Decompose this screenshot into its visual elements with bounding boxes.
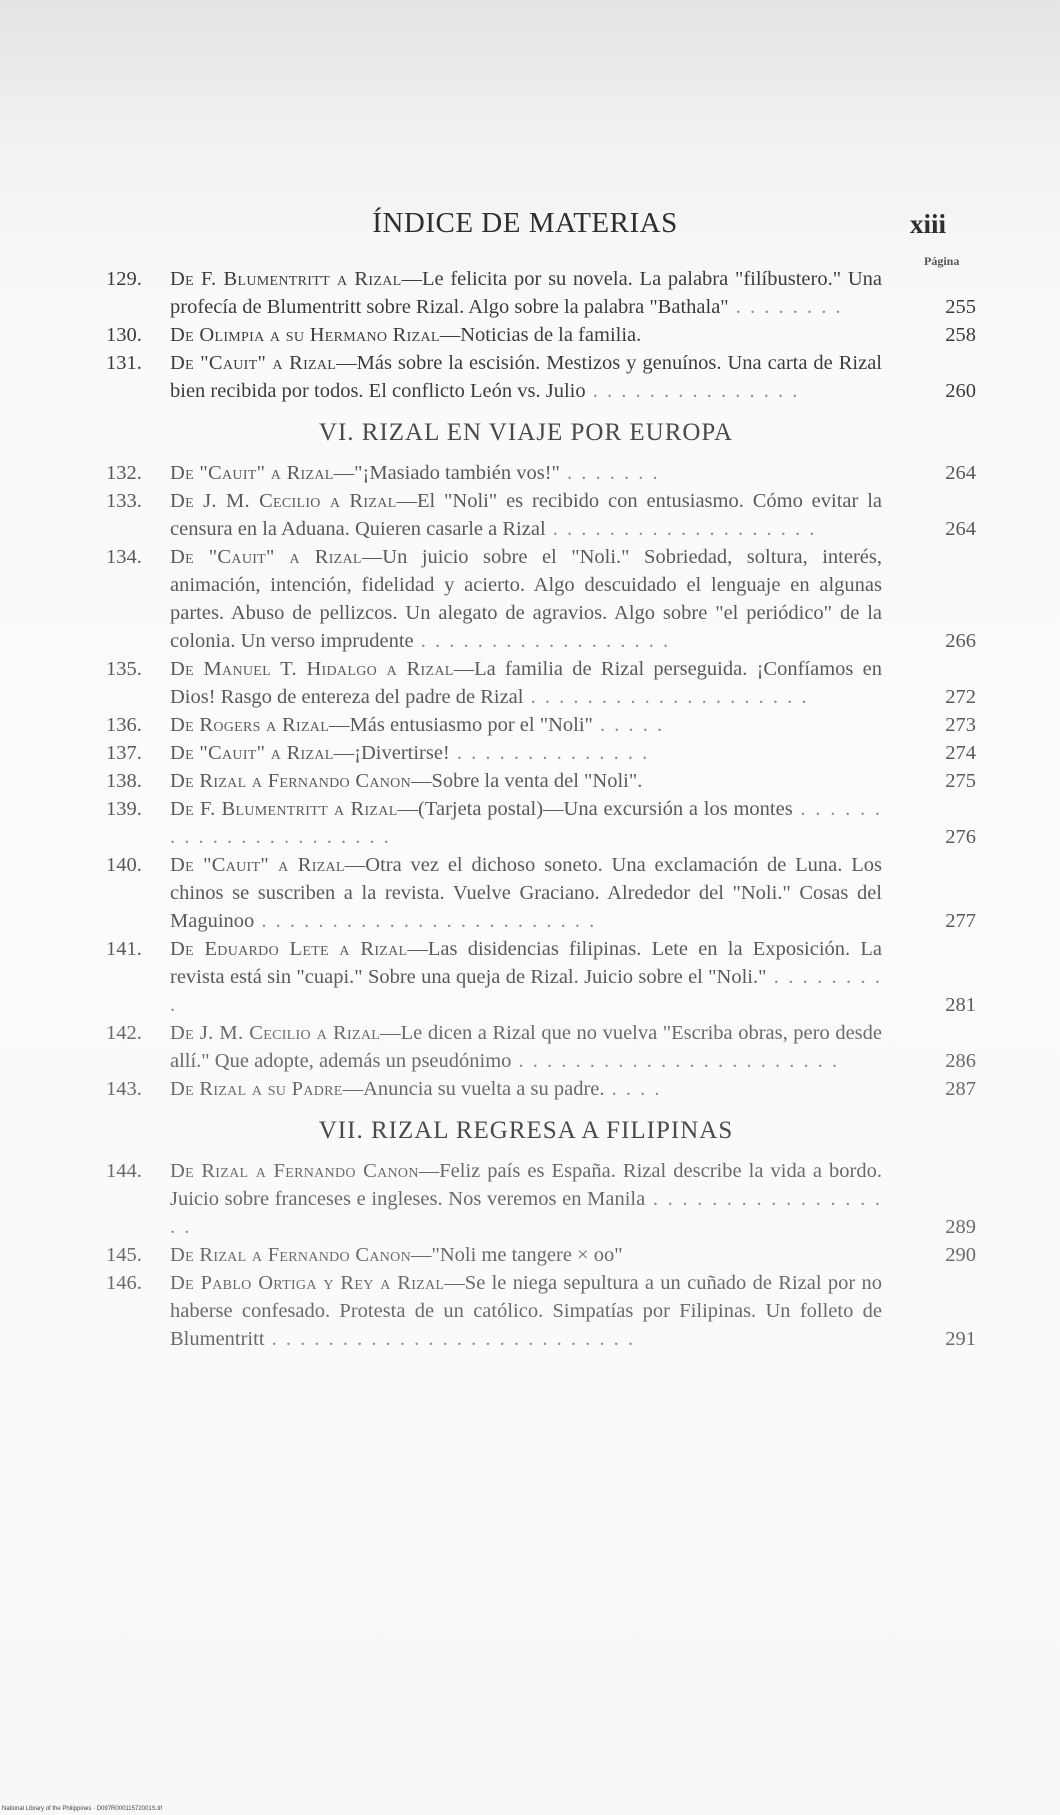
- entry-number: 141.: [106, 938, 142, 960]
- toc-entry-140: [106, 851, 976, 935]
- entry-sender: De J. M. Cecilio a Rizal: [170, 1022, 381, 1044]
- entry-body: De Pablo Ortiga y Rey a Rizal—Se le niega sepultura a un cuñado de Rizal por no haberse confesado. Protesta de un católico. Simpatías por Filipinas. Un folleto de Blumentritt . . . . . . . . . . . . . . . . . . . . . . . . . .: [170, 1272, 882, 1350]
- entry-number: 137.: [106, 742, 142, 764]
- entry-number: 138.: [106, 770, 142, 792]
- toc-entry-143: [106, 1075, 976, 1103]
- entry-summary: —La familia de Rizal perseguida. ¡Confíamos en Dios! Rasgo de entereza del padre de Rizal: [170, 658, 882, 708]
- entry-body: De F. Blumentritt a Rizal—(Tarjeta postal)—Una excursión a los montes . . . . . . . . . . . . . . . . . . . . . .: [170, 798, 882, 848]
- entry-summary: —Noticias de la familia.: [439, 324, 642, 346]
- toc-entry-133: [106, 487, 976, 543]
- toc-entry-141: [106, 935, 976, 1019]
- entry-sender: De Eduardo Lete a Rizal: [170, 938, 408, 960]
- entry-number: 130.: [106, 324, 142, 346]
- entry-sender: De Rizal a Fernando Canon: [170, 1244, 411, 1266]
- toc-entry-132: [106, 459, 976, 487]
- entry-number: 129.: [106, 268, 142, 290]
- entry-sender: De Pablo Ortiga y Rey a Rizal: [170, 1272, 445, 1294]
- toc-entry-144: [106, 1157, 976, 1241]
- entry-page: 289: [945, 1216, 976, 1238]
- page-folio: xiii: [910, 209, 947, 239]
- entry-number: 143.: [106, 1078, 142, 1100]
- entry-body: [170, 1241, 930, 1269]
- entry-sender: De F. Blumentritt a Rizal: [170, 798, 398, 820]
- entry-page: 277: [945, 910, 976, 932]
- entry-body: [170, 321, 930, 349]
- entry-sender: De "Cauit" a Rizal: [170, 742, 334, 764]
- entry-sender: De J. M. Cecilio a Rizal: [170, 490, 397, 512]
- entry-page: 266: [945, 630, 976, 652]
- entry-number: 144.: [106, 1160, 142, 1182]
- toc-entry-129: [106, 265, 976, 321]
- toc-entry-135: [106, 655, 976, 711]
- entry-summary: —Otra vez el dichoso soneto. Una exclamación de Luna. Los chinos se suscriben a la revista. Vuelve Graciano. Alrededor del "Noli." Cosas del Maguinoo: [170, 854, 882, 932]
- toc-entry-142: [106, 1019, 976, 1075]
- entry-page: 291: [945, 1328, 976, 1350]
- entry-summary: —"Noli me tangere × oo": [410, 1244, 623, 1266]
- entry-sender: De "Cauit" a Rizal: [170, 546, 362, 568]
- entry-sender: De Rizal a su Padre: [170, 1078, 343, 1100]
- entry-summary: —(Tarjeta postal)—Una excursión a los montes: [397, 798, 793, 820]
- entry-summary: —Se le niega sepultura a un cuñado de Rizal por no haberse confesado. Protesta de un católico. Simpatías por Filipinas. Un folleto de Blumentritt: [170, 1272, 882, 1350]
- entry-summary: —Un juicio sobre el "Noli." Sobriedad, soltura, interés, animación, intención, fidelidad y acierto. Algo descuidado el lenguaje en algunas partes. Abuso de pellizcos. Un alegato de agravios. Algo sobre "el periódico" de la colonia. Un verso imprudente: [170, 546, 882, 652]
- entry-page: 272: [945, 686, 976, 708]
- entry-summary: —¡Divertirse!: [333, 742, 450, 764]
- toc-entry-136: [106, 711, 976, 739]
- toc-entry-134: [106, 543, 976, 655]
- entry-number: 142.: [106, 1022, 142, 1044]
- entry-body: De Rogers a Rizal—Más entusiasmo por el "Noli" . . . . .: [170, 714, 665, 736]
- entry-sender: De F. Blumentritt a Rizal: [170, 268, 402, 290]
- toc-entry-146: [106, 1269, 976, 1353]
- page-title: ÍNDICE DE MATERIAS: [372, 207, 678, 239]
- entry-number: 146.: [106, 1272, 142, 1294]
- entry-number: 135.: [106, 658, 142, 680]
- toc-entry-130: [106, 321, 976, 349]
- entry-page: 290: [945, 1244, 976, 1266]
- toc-entry-137: [106, 739, 976, 767]
- entry-number: 139.: [106, 798, 142, 820]
- toc-entry-131: [106, 349, 976, 405]
- entry-summary: —Las disidencias filipinas. Lete en la Exposición. La revista está sin "cuapi." Sobre una queja de Rizal. Juicio sobre el "Noli.": [170, 938, 883, 988]
- running-header: [0, 207, 1060, 243]
- entry-body: De Eduardo Lete a Rizal—Las disidencias filipinas. Lete en la Exposición. La revista está sin "cuapi." Sobre una queja de Rizal. Juicio sobre el "Noli." . . . . . . . . .: [170, 938, 883, 1016]
- entry-sender: De Manuel T. Hidalgo a Rizal: [170, 658, 454, 680]
- entry-summary: —Le felicita por su novela. La palabra "filíbustero." Una profecía de Blumentritt sobre Rizal. Algo sobre la palabra "Bathala": [170, 268, 882, 318]
- entry-sender: De "Cauit" a Rizal: [170, 854, 345, 876]
- entry-page: 286: [945, 1050, 976, 1072]
- entry-sender: De Olimpia a su Hermano Rizal: [170, 324, 440, 346]
- entry-body: De J. M. Cecilio a Rizal—Le dicen a Rizal que no vuelva "Escriba obras, pero desde allí." Que adopte, además un pseudónimo . . . . . . . . . . . . . . . . . . . . . . .: [170, 1022, 882, 1072]
- entry-summary: —Feliz país es España. Rizal describe la vida a bordo. Juicio sobre franceses e ingleses. Nos veremos en Manila: [170, 1160, 882, 1210]
- toc-entry-138: [106, 767, 976, 795]
- entry-body: De "Cauit" a Rizal—Un juicio sobre el "Noli." Sobriedad, soltura, interés, animación, intención, fidelidad y acierto. Algo descuidado el lenguaje en algunas partes. Abuso de pellizcos. Un alegato de agravios. Algo sobre "el periódico" de la colonia. Un verso imprudente . . . . . . . . . . . . . . . . . .: [170, 546, 882, 652]
- entry-summary: —El "Noli" es recibido con entusiasmo. Cómo evitar la censura en la Aduana. Quieren casarle a Rizal: [170, 490, 882, 540]
- entry-sender: De "Cauit" a Rizal: [170, 462, 334, 484]
- entry-summary: —Más entusiasmo por el "Noli": [329, 714, 593, 736]
- entry-page: 274: [945, 742, 976, 764]
- entry-page: 281: [945, 994, 976, 1016]
- entry-number: 132.: [106, 462, 142, 484]
- entry-page: 264: [945, 518, 976, 540]
- entry-body: De "Cauit" a Rizal—Más sobre la escisión. Mestizos y genuínos. Una carta de Rizal bien recibida por todos. El conflicto León vs. Julio . . . . . . . . . . . . . . .: [170, 352, 882, 402]
- entry-page: 275: [945, 770, 976, 792]
- entry-summary: —Sobre la venta del "Noli".: [410, 770, 643, 792]
- section-heading-vii: VII. RIZAL REGRESA A FILIPINAS: [318, 1117, 734, 1144]
- entry-number: 134.: [106, 546, 142, 568]
- entry-body: De Rizal a Fernando Canon—Feliz país es España. Rizal describe la vida a bordo. Juicio sobre franceses e ingleses. Nos veremos en Manila . . . . . . . . . . . . . . . . . .: [170, 1160, 883, 1238]
- entry-page: 255: [945, 296, 976, 318]
- entry-sender: De "Cauit" a Rizal: [170, 352, 337, 374]
- entry-summary: —Le dicen a Rizal que no vuelva "Escriba obras, pero desde allí." Que adopte, además un pseudónimo: [170, 1022, 882, 1072]
- entry-sender: De Rogers a Rizal: [170, 714, 330, 736]
- entry-number: 133.: [106, 490, 142, 512]
- entry-number: 136.: [106, 714, 142, 736]
- entry-body: De "Cauit" a Rizal—¡Divertirse! . . . . . . . . . . . . . .: [170, 742, 650, 764]
- entry-body: De "Cauit" a Rizal—"¡Masiado también vos!" . . . . . . .: [170, 462, 660, 484]
- entry-sender: De Rizal a Fernando Canon: [170, 1160, 419, 1182]
- entry-body: De F. Blumentritt a Rizal—Le felicita por su novela. La palabra "filíbustero." Una profecía de Blumentritt sobre Rizal. Algo sobre la palabra "Bathala" . . . . . . . .: [170, 268, 882, 318]
- entry-body: De Rizal a su Padre—Anuncia su vuelta a su padre. . . . .: [170, 1078, 662, 1100]
- entry-page: 258: [945, 324, 976, 346]
- entry-body: De "Cauit" a Rizal—Otra vez el dichoso soneto. Una exclamación de Luna. Los chinos se suscriben a la revista. Vuelve Graciano. Alrededor del "Noli." Cosas del Maguinoo . . . . . . . . . . . . . . . . . . . . . . . .: [170, 854, 882, 932]
- entry-number: 145.: [106, 1244, 142, 1266]
- entry-number: 140.: [106, 854, 142, 876]
- page-column-label: Página: [924, 254, 960, 268]
- entry-summary: —"¡Masiado también vos!": [333, 462, 560, 484]
- entry-body: De J. M. Cecilio a Rizal—El "Noli" es recibido con entusiasmo. Cómo evitar la censura en la Aduana. Quieren casarle a Rizal . . . . . . . . . . . . . . . . . . .: [170, 490, 882, 540]
- entry-page: 287: [945, 1078, 976, 1100]
- toc-entry-139: [106, 795, 976, 851]
- entry-sender: De Rizal a Fernando Canon: [170, 770, 411, 792]
- section-heading-vi: VI. RIZAL EN VIAJE POR EUROPA: [318, 419, 734, 446]
- table-of-contents: [106, 265, 976, 1353]
- entry-summary: —Anuncia su vuelta a su padre.: [342, 1078, 605, 1100]
- entry-page: 264: [945, 462, 976, 484]
- entry-page: 273: [945, 714, 976, 736]
- entry-body: De Manuel T. Hidalgo a Rizal—La familia de Rizal perseguida. ¡Confíamos en Dios! Rasgo de entereza del padre de Rizal . . . . . . . . . . . . . . . . . . . .: [170, 658, 882, 708]
- entry-page: 260: [945, 380, 976, 402]
- entry-summary: —Más sobre la escisión. Mestizos y genuínos. Una carta de Rizal bien recibida por todos. El conflicto León vs. Julio: [170, 352, 882, 402]
- scan-footer: National Library of the Philippines · D097R00011572001S.tif: [2, 1806, 162, 1812]
- entry-number: 131.: [106, 352, 142, 374]
- toc-entry-145: [106, 1241, 976, 1269]
- entry-page: 276: [945, 826, 976, 848]
- entry-body: [170, 767, 930, 795]
